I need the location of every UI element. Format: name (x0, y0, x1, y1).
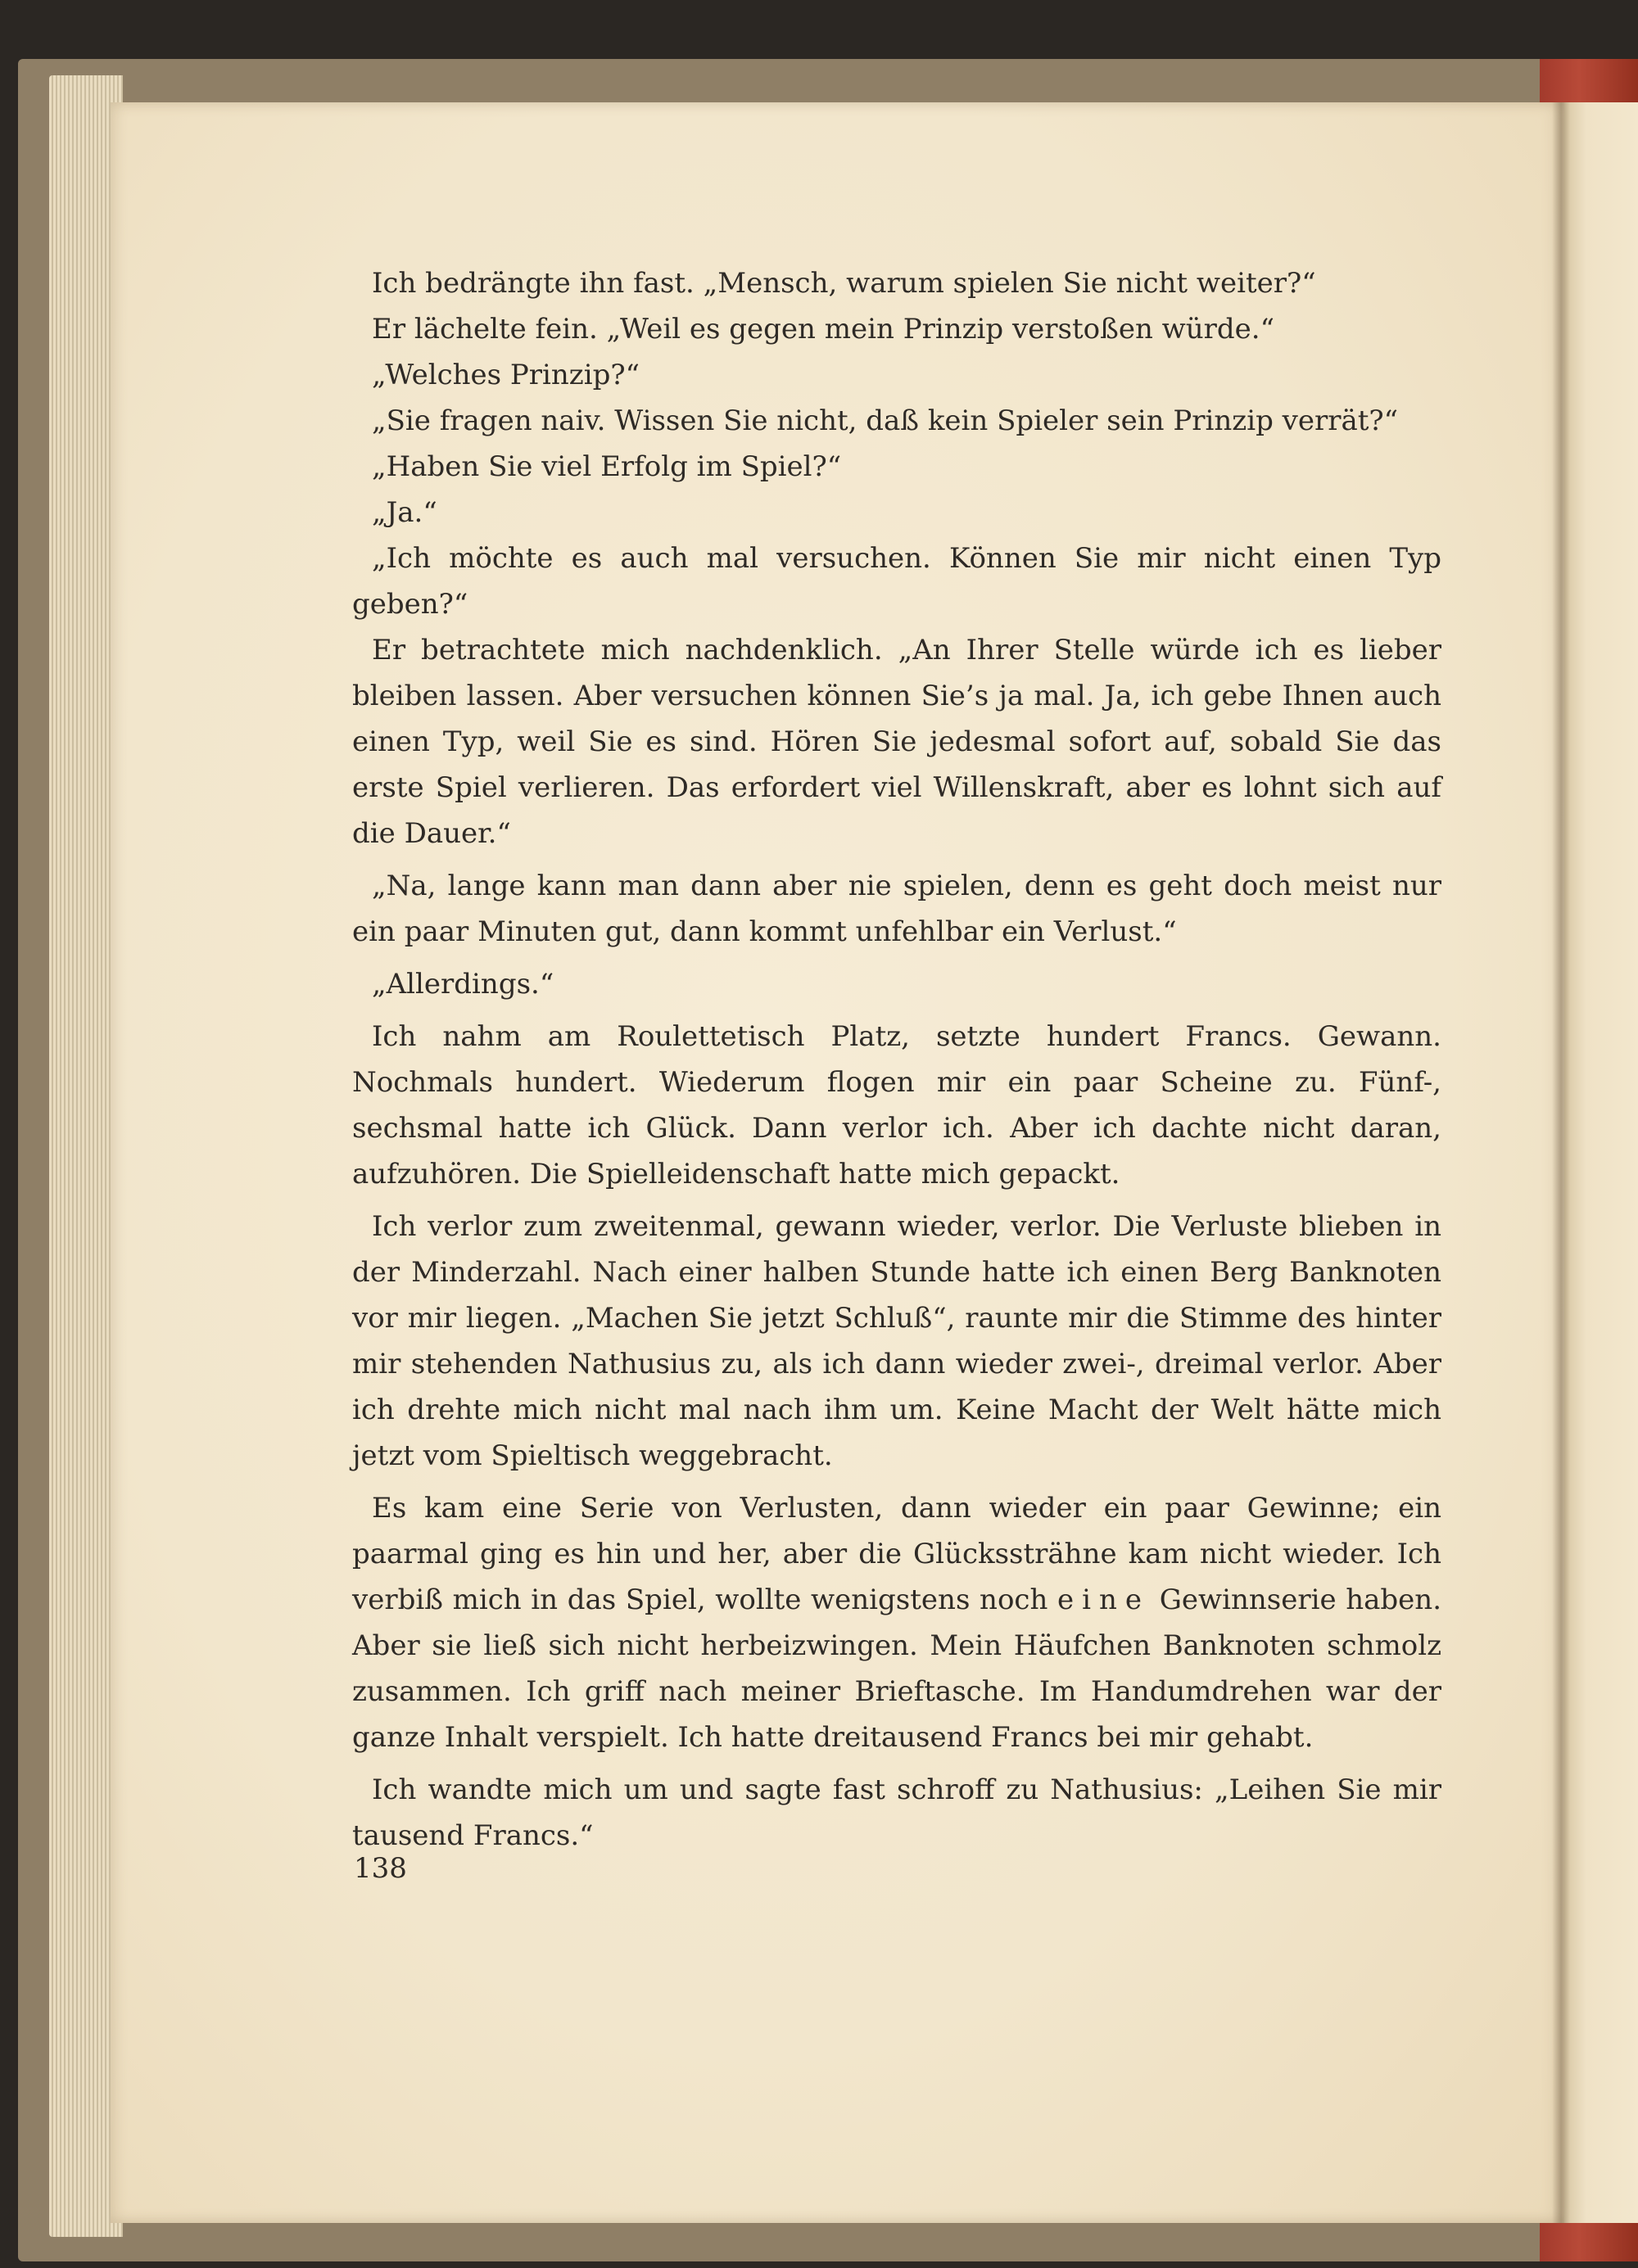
body-text (352, 260, 1441, 1859)
paragraph: Ich bedrängte ihn fast. „Mensch, warum spielen Sie nicht weiter?“ (372, 267, 1316, 300)
paragraph: Ich nahm am Roulettetisch Platz, setzte hundert Francs. Gewann. Nochmals hundert. Wiederum flogen mir ein paar Scheine zu. Fünf-, sechsmal hatte ich Glück. Dann verlor ich. Aber ich dachte nicht daran, aufzuhören. Die Spielleidenschaft hatte mich gepackt. (352, 1020, 1441, 1190)
paragraph: „Ich möchte es auch mal versuchen. Können Sie mir nicht einen Typ geben?“ (352, 542, 1441, 621)
paragraph-text: Es kam eine Serie von Verlusten, dann wieder ein paar Gewinne; ein paarmal ging es hin und her, aber die Glückssträhne kam nicht wieder. Ich verbiß mich in das Spiel, wollte wenigstens noch (352, 1492, 1441, 1616)
paragraph: „Sie fragen naiv. Wissen Sie nicht, daß kein Spieler sein Prinzip verrät?“ (372, 404, 1399, 437)
paragraph: „Welches Prinzip?“ (372, 359, 640, 391)
emphasized-word: eine (1057, 1584, 1151, 1616)
paragraph: Er betrachtete mich nachdenklich. „An Ihrer Stelle würde ich es lieber bleiben lassen. Aber versuchen können Sie’s ja mal. Ja, ich gebe Ihnen auch einen Typ, weil Sie es sind. Hören Sie jedesmal sofort auf, sobald Sie das erste Spiel verlieren. Das erfordert viel Willenskraft, aber es lohnt sich auf die Dauer.“ (352, 634, 1441, 850)
binding-gutter (1552, 102, 1570, 2223)
facing-page-edge (1564, 102, 1638, 2223)
paragraph: „Ja.“ (372, 496, 437, 529)
paragraph: Ich wandte mich um und sagte fast schroff zu Nathusius: „Leihen Sie mir tausend Francs.“ (352, 1773, 1441, 1852)
paragraph: Er lächelte fein. „Weil es gegen mein Prinzip verstoßen würde.“ (372, 313, 1274, 346)
page-number: 138 (354, 1852, 407, 1885)
paragraph-text: Gewinnserie haben. Aber sie ließ sich nicht herbeizwingen. Mein Häufchen Banknoten schmolz zusammen. Ich griff nach meiner Brieftasche. Im Handumdrehen war der ganze Inhalt verspielt. Ich hatte dreitausend Francs bei mir gehabt. (352, 1584, 1442, 1754)
paragraph: „Haben Sie viel Erfolg im Spiel?“ (372, 450, 842, 483)
paragraph: „Allerdings.“ (372, 968, 554, 1001)
paragraph: Ich verlor zum zweitenmal, gewann wieder, verlor. Die Verluste blieben in der Minderzahl. Nach einer halben Stunde hatte ich einen Berg Banknoten vor mir liegen. „Machen Sie jetzt Schluß“, raunte mir die Stimme des hinter mir stehenden Nathusius zu, als ich dann wieder zwei-, dreimal verlor. Aber ich drehte mich nicht mal nach ihm um. Keine Macht der Welt hätte mich jetzt vom Spieltisch weggebracht. (352, 1210, 1441, 1472)
paragraph (352, 1485, 1441, 1760)
paragraph: „Na, lange kann man dann aber nie spielen, denn es geht doch meist nur ein paar Minuten gut, dann kommt unfehlbar ein Verlust.“ (352, 870, 1441, 948)
